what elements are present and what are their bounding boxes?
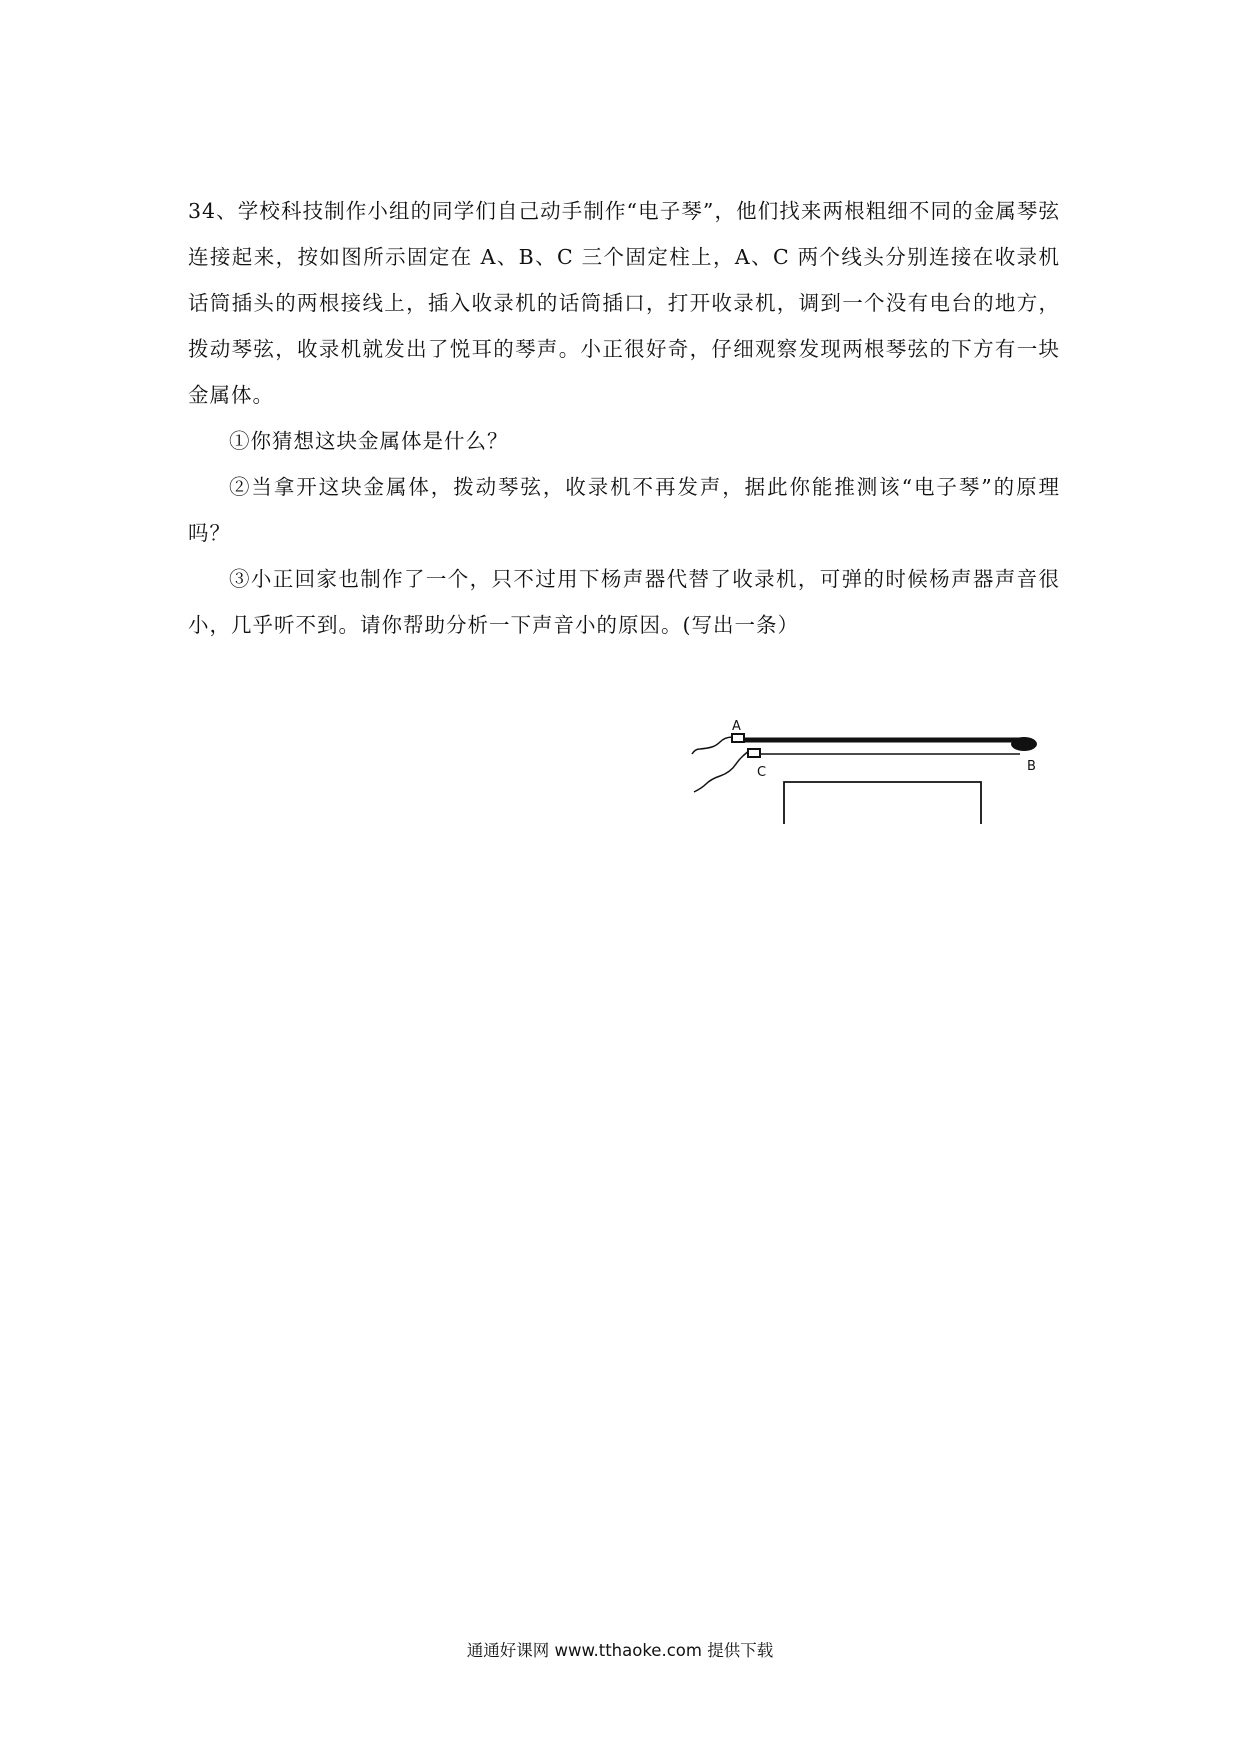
metal-block <box>784 782 981 824</box>
label-a: A <box>732 719 741 734</box>
question-34 <box>188 188 1060 648</box>
electronic-piano-figure <box>690 712 1070 824</box>
question-part-2: ②当拿开这块金属体，拨动琴弦，收录机不再发声，据此你能推测该“电子琴”的原理吗？ <box>188 475 1060 545</box>
label-c: C <box>757 765 767 780</box>
electronic-piano-diagram <box>690 712 1070 824</box>
page-footer: 通通好课网 www.tthaoke.com 提供下载 <box>466 1641 774 1660</box>
question-stem: 34、学校科技制作小组的同学们自己动手制作“电子琴”，他们找来两根粗细不同的金属琴弦连接起来，按如图所示固定在 A、B、C 三个固定柱上，A、C 两个线头分别连接在收录机话筒插头的两根接线上，插入收录机的话筒插口，打开收录机，调到一个没有电台的地方，拨动琴弦，收录机就发出了悦耳的琴声。小正很好奇，仔细观察发现两根琴弦的下方有一块金属体。 <box>188 199 1060 407</box>
post-b <box>1011 737 1037 751</box>
lead-wire-c <box>694 750 750 792</box>
label-b: B <box>1027 759 1036 774</box>
post-c <box>748 749 760 757</box>
question-part-1: ①你猜想这块金属体是什么？ <box>229 429 509 453</box>
question-part-3: ③小正回家也制作了一个，只不过用下杨声器代替了收录机，可弹的时候杨声器声音很小，几乎听不到。请你帮助分析一下声音小的原因。(写出一条） <box>188 567 1060 637</box>
post-a <box>732 734 744 742</box>
